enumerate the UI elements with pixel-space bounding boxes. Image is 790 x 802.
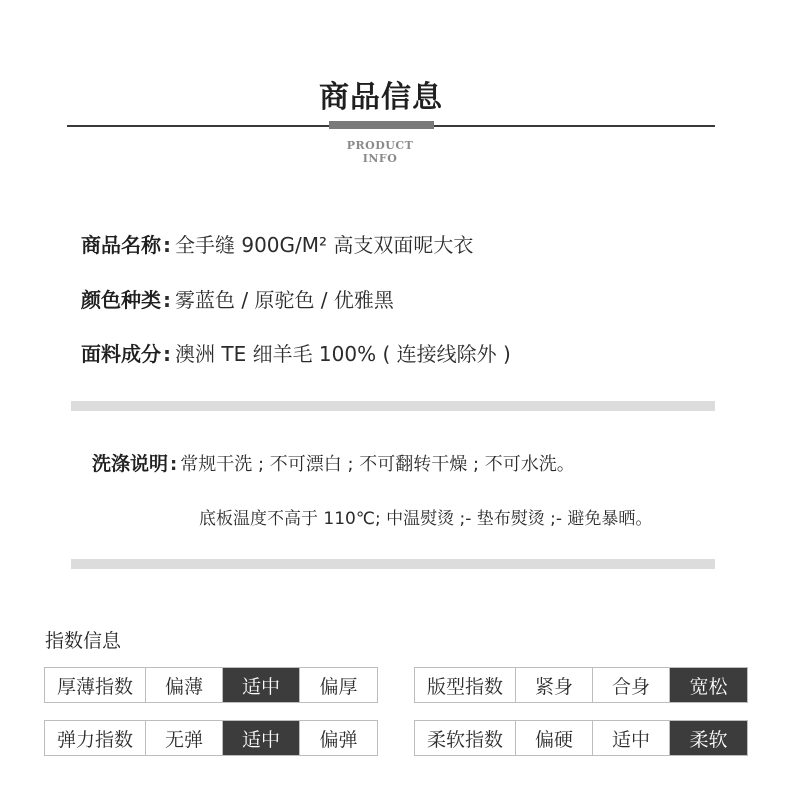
fit-index-label: 版型指数 (415, 668, 516, 702)
product-name-key: 商品名称 (81, 233, 161, 257)
softness-option: 适中 (593, 721, 670, 755)
fabric-composition-key: 面料成分 (81, 342, 161, 366)
softness-index-table (414, 720, 748, 756)
colon: : (163, 233, 171, 257)
section-divider (71, 401, 715, 411)
wash-instructions-line2: 底板温度不高于 110℃; 中温熨烫 ;- 垫布熨烫 ;- 避免暴晒。 (199, 509, 653, 529)
color-options-value: 雾蓝色 / 原驼色 / 优雅黑 (175, 288, 394, 312)
elasticity-option: 适中 (223, 721, 300, 755)
color-options-row (81, 284, 394, 313)
softness-option: 偏硬 (516, 721, 593, 755)
wash-instructions-row (92, 449, 575, 476)
wash-instructions-line1: 常规干洗 ; 不可漂白 ; 不可翻转干燥 ; 不可水洗。 (180, 454, 575, 475)
softness-index-label: 柔软指数 (415, 721, 516, 755)
thickness-option: 适中 (223, 668, 300, 702)
product-name-value: 全手缝 900G/M² 高支双面呢大衣 (175, 233, 474, 257)
color-options-key: 颜色种类 (81, 288, 161, 312)
fit-option: 合身 (593, 668, 670, 702)
page-title: 商品信息 (319, 80, 443, 115)
elasticity-option: 无弹 (146, 721, 223, 755)
title-accent-bar (329, 121, 434, 129)
colon: : (163, 288, 171, 312)
fabric-composition-value: 澳洲 TE 细羊毛 100% ( 连接线除外 ) (175, 342, 511, 366)
colon: : (170, 454, 178, 475)
thickness-index-label: 厚薄指数 (45, 668, 146, 702)
fit-option: 宽松 (670, 668, 747, 702)
index-section-title: 指数信息 (45, 630, 122, 652)
wash-instructions-key: 洗涤说明 (92, 453, 169, 475)
product-name-row (81, 229, 473, 258)
thickness-option: 偏薄 (146, 668, 223, 702)
thickness-option: 偏厚 (319, 675, 358, 698)
fabric-composition-row (81, 338, 511, 367)
section-divider (71, 559, 715, 569)
thickness-index-table (44, 667, 378, 703)
page-subtitle: PRODUCT INFO (346, 139, 414, 165)
fit-option: 紧身 (516, 668, 593, 702)
softness-option: 柔软 (670, 721, 747, 755)
elasticity-index-label: 弹力指数 (45, 721, 146, 755)
fit-index-table (414, 667, 748, 703)
colon: : (163, 342, 171, 366)
elasticity-option: 偏弹 (319, 728, 358, 751)
elasticity-index-table (44, 720, 378, 756)
